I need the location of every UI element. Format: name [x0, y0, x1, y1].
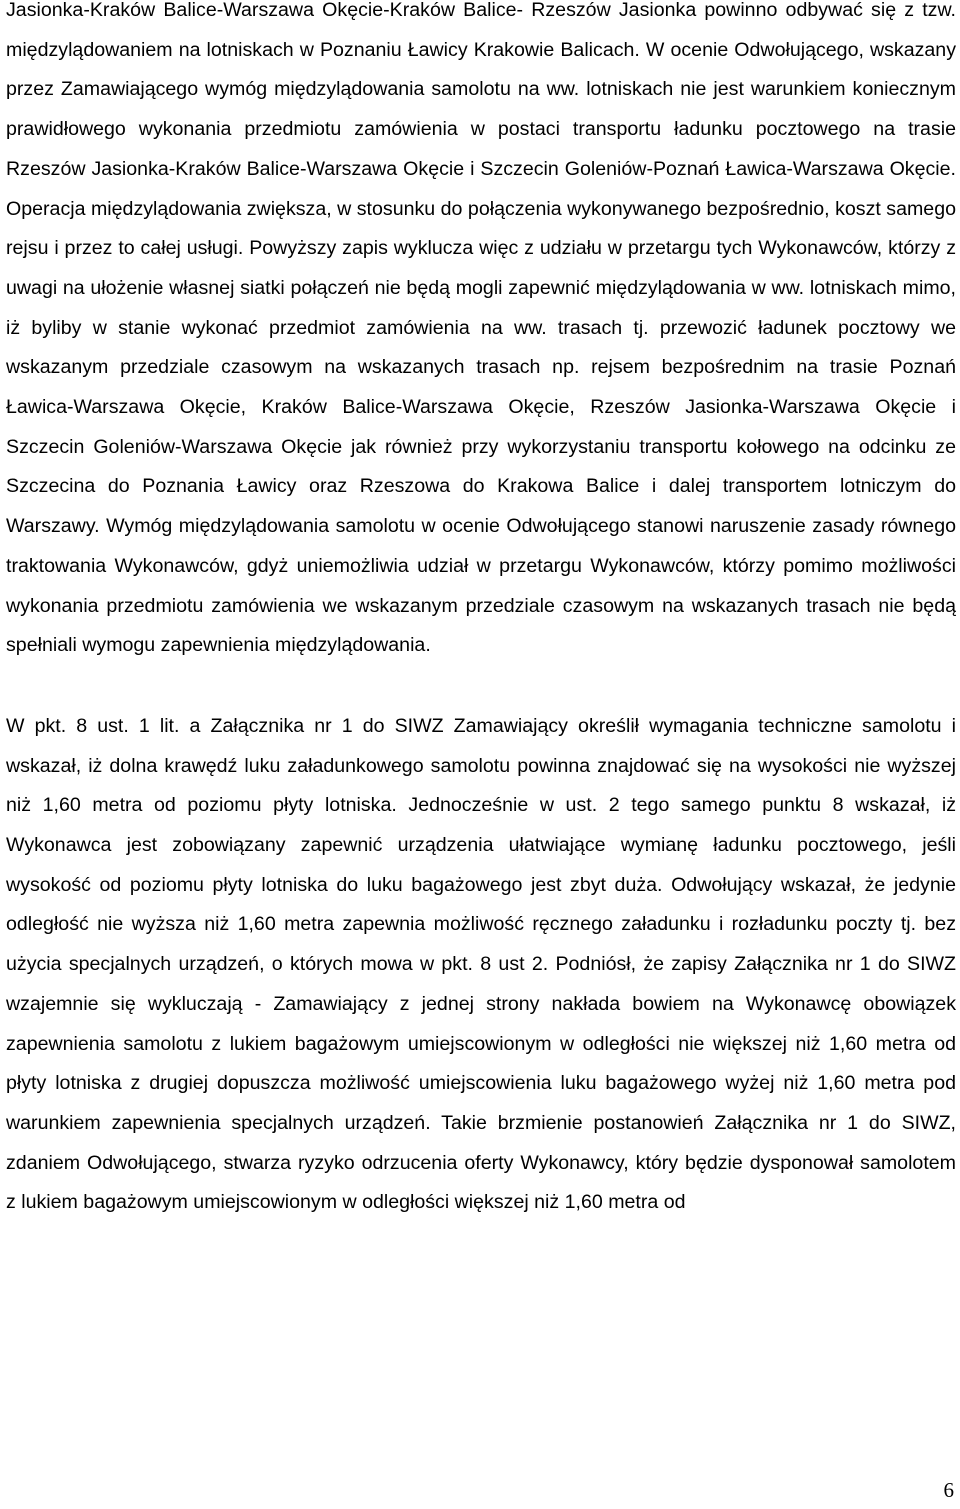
document-page [6, 0, 956, 1223]
body-paragraph: Jasionka-Kraków Balice-Warszawa Okęcie-Kraków Balice- Rzeszów Jasionka powinno odbywać się z tzw. międzylądowaniem na lotniskach w Poznaniu Ławicy Krakowie Balicach. W ocenie Odwołującego, wskazany przez Zamawiającego wymóg międzylądowania samolotu na ww. lotniskach nie jest warunkiem koniecznym prawidłowego wykonania przedmiotu zamówienia w postaci transportu ładunku pocztowego na trasie Rzeszów Jasionka-Kraków Balice-Warszawa Okęcie i Szczecin Goleniów-Poznań Ławica-Warszawa Okęcie. Operacja międzylądowania zwiększa, w stosunku do połączenia wykonywanego bezpośrednio, koszt samego rejsu i przez to całej usługi. Powyższy zapis wyklucza więc z udziału w przetargu tych Wykonawców, którzy z uwagi na ułożenie własnej siatki połączeń nie będą mogli zapewnić międzylądowania w ww. lotniskach mimo, iż byliby w stanie wykonać przedmiot zamówienia na ww. trasach tj. przewozić ładunek pocztowy we wskazanym przedziale czasowym na wskazanych trasach np. rejsem bezpośrednim na trasie Poznań Ławica-Warszawa Okęcie, Kraków Balice-Warszawa Okęcie, Rzeszów Jasionka-Warszawa Okęcie i Szczecin Goleniów-Warszawa Okęcie jak również przy wykorzystaniu transportu kołowego na odcinku ze Szczecina do Poznania Ławicy oraz Rzeszowa do Krakowa Balice i dalej transportem lotniczym do Warszawy. Wymóg międzylądowania samolotu w ocenie Odwołującego stanowi naruszenie zasady równego traktowania Wykonawców, gdyż uniemożliwia udział w przetargu Wykonawców, którzy pomimo możliwości wykonania przedmiotu zamówienia we wskazanym przedziale czasowym na wskazanych trasach nie będą spełniali wymogu zapewnienia międzylądowania. [6, 0, 956, 657]
page-number: 6 [943, 1478, 954, 1502]
body-paragraph: W pkt. 8 ust. 1 lit. a Załącznika nr 1 do SIWZ Zamawiający określił wymagania techniczne samolotu i wskazał, iż dolna krawędź luku załadunkowego samolotu powinna znajdować się na wysokości nie wyższej niż 1,60 metra od poziomu płyty lotniska. Jednocześnie w ust. 2 tego samego punktu 8 wskazał, iż Wykonawca jest zobowiązany zapewnić urządzenia ułatwiające wymianę ładunku pocztowego, jeśli wysokość od poziomu płyty lotniska do luku bagażowego jest zbyt duża. Odwołujący wskazał, że jedynie odległość nie wyższa niż 1,60 metra zapewnia możliwość ręcznego załadunku i rozładunku poczty tj. bez użycia specjalnych urządzeń, o których mowa w pkt. 8 ust 2. Podniósł, że zapisy Załącznika nr 1 do SIWZ wzajemnie się wykluczają - Zamawiający z jednej strony nakłada bowiem na Wykonawcę obowiązek zapewnienia samolotu z lukiem bagażowym umiejscowionym w odległości nie większej niż 1,60 metra od płyty lotniska z drugiej dopuszcza możliwość umiejscowienia luku bagażowego wyżej niż 1,60 metra pod warunkiem zapewnienia specjalnych urządzeń. Takie brzmienie postanowień Załącznika nr 1 do SIWZ, zdaniem Odwołującego, stwarza ryzyko odrzucenia oferty Wykonawcy, który będzie dysponował samolotem z lukiem bagażowym umiejscowionym w odległości większej niż 1,60 metra od [6, 714, 956, 1214]
